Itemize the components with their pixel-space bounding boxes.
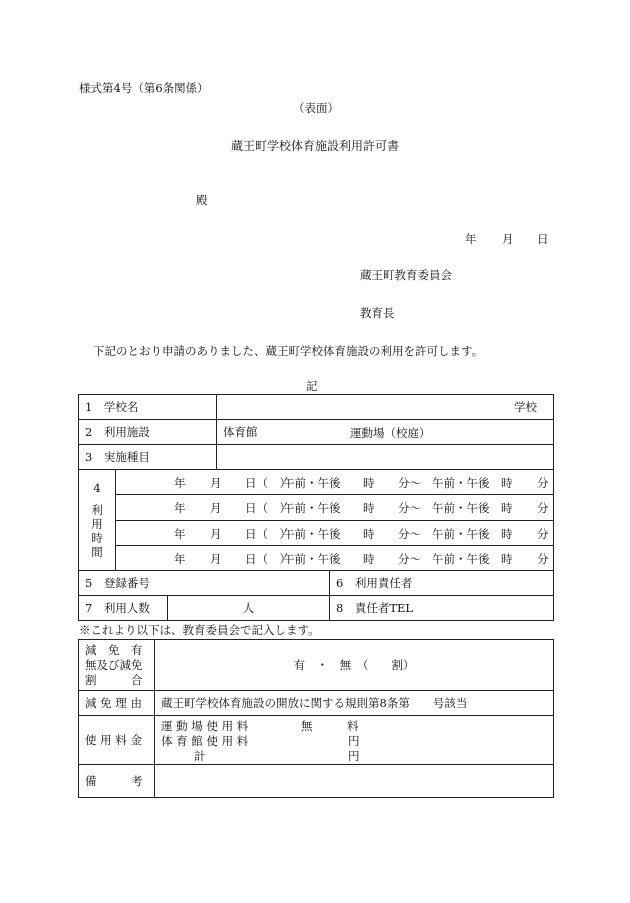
row-school: [79, 395, 554, 420]
row-reason: [79, 691, 554, 716]
time-year: 年: [174, 526, 186, 541]
reason-label: 減 免 理 由: [79, 691, 155, 716]
time-label-char: 間: [91, 545, 103, 559]
time-day: 日（ ）: [245, 526, 291, 541]
issuer-title: 教育長: [360, 306, 395, 320]
time-hour-end: 時: [501, 526, 513, 541]
time-day: 日（ ）: [245, 476, 291, 490]
facility-options: [217, 420, 554, 445]
time-ampm-end: 午前・午後: [432, 476, 490, 490]
time-year: 年: [174, 501, 186, 516]
time-hour-end: 時: [501, 551, 513, 566]
remarks-value: [155, 765, 554, 798]
registration-label: 5 登録番号: [79, 571, 330, 596]
facility-gym: 体育館: [223, 425, 258, 439]
time-ampm-start: 午前・午後: [283, 551, 341, 566]
time-hour-start: 時: [363, 501, 375, 516]
time-min-end: 分: [537, 501, 549, 516]
time-slot: [116, 470, 554, 495]
time-hour-start: 時: [363, 476, 375, 490]
reason-value: 蔵王町学校体育施設の開放に関する規則第8条第 号該当: [155, 691, 554, 716]
time-label-number: 4: [93, 481, 101, 495]
time-min-start: 分〜: [398, 501, 421, 516]
time-min-end: 分: [537, 551, 549, 566]
exemption-label: [79, 640, 155, 691]
facility-ground: 運動場（校庭）: [350, 426, 431, 440]
time-min-end: 分: [537, 526, 549, 541]
fee-gym-value: 円: [348, 734, 360, 748]
remarks-label: 備 考: [79, 765, 155, 798]
time-slot: [116, 495, 554, 520]
time-min-start: 分〜: [398, 526, 421, 541]
facility-label: 2 利用施設: [79, 420, 217, 445]
fee-total-value: 円: [348, 749, 360, 763]
time-month: 月: [210, 551, 222, 566]
fee-ground-name: 運 動 場 使 用 料: [161, 719, 249, 733]
fee-gym-name: 体 育 館 使 用 料: [161, 734, 249, 748]
time-label-char: 利: [91, 503, 103, 517]
time-ampm-start: 午前・午後: [283, 501, 341, 516]
responsible-label: 6 利用責任者: [330, 571, 554, 596]
time-label-char: 用: [91, 517, 103, 531]
row-time-4: [79, 545, 554, 570]
office-use-note: ※これより以下は、教育委員会で記入します。: [79, 623, 320, 637]
time-slot: [116, 545, 554, 570]
fee-breakdown: [155, 716, 554, 765]
ki-label: 記: [306, 379, 318, 393]
row-time-1: [79, 470, 554, 495]
event-label: 3 実施種目: [79, 445, 217, 470]
row-registration: [79, 571, 554, 596]
event-value: [217, 445, 554, 470]
time-hour-start: 時: [363, 526, 375, 541]
exemption-label-line: 無及び減免: [85, 657, 143, 672]
office-use-table: [78, 639, 554, 798]
date-day: 日: [537, 232, 549, 246]
fee-ground-value: 無 料: [301, 719, 359, 733]
time-min-start: 分〜: [398, 476, 421, 490]
date-month: 月: [502, 232, 514, 246]
row-time-2: [79, 495, 554, 520]
permission-statement: 下記のとおり申請のありました、蔵王町学校体育施設の利用を許可します。: [93, 344, 484, 358]
time-min-start: 分〜: [398, 551, 421, 566]
fee-label: 使 用 料 金: [79, 716, 155, 765]
exemption-label-line: 減 免 有: [85, 642, 143, 657]
time-ampm-end: 午前・午後: [432, 526, 490, 541]
row-exemption: [79, 640, 554, 691]
time-label: [79, 470, 116, 571]
fee-total-name: 計: [194, 749, 206, 763]
users-label: 7 利用人数: [79, 596, 168, 621]
row-event: [79, 445, 554, 470]
time-ampm-end: 午前・午後: [432, 501, 490, 516]
time-min-end: 分: [537, 476, 549, 490]
time-day: 日（ ）: [245, 551, 291, 566]
time-month: 月: [210, 526, 222, 541]
time-month: 月: [210, 476, 222, 490]
time-month: 月: [210, 501, 222, 516]
row-users: [79, 596, 554, 621]
school-label: 1 学校名: [79, 395, 217, 420]
form-number: 様式第4号（第6条関係）: [79, 81, 209, 95]
date-year: 年: [465, 232, 477, 246]
time-ampm-end: 午前・午後: [432, 551, 490, 566]
time-day: 日（ ）: [245, 501, 291, 516]
row-time-3: [79, 520, 554, 545]
document-title: 蔵王町学校体育施設利用許可書: [231, 139, 400, 153]
users-unit: 人: [168, 596, 330, 621]
time-ampm-start: 午前・午後: [283, 476, 341, 490]
row-remarks: [79, 765, 554, 798]
time-label-char: 時: [91, 531, 103, 545]
time-year: 年: [174, 551, 186, 566]
time-hour-end: 時: [501, 476, 513, 490]
side-label: （表面）: [293, 101, 339, 115]
time-hour-end: 時: [501, 501, 513, 516]
application-table: [78, 394, 554, 621]
addressee-suffix: 殿: [196, 193, 208, 207]
exemption-label-line: 割 合: [85, 672, 143, 687]
tel-label: 8 責任者TEL: [330, 596, 554, 621]
time-year: 年: [174, 476, 186, 490]
exemption-value: 有 ・ 無 （ 割）: [155, 640, 554, 691]
school-suffix: 学校: [217, 395, 554, 420]
row-fee: [79, 716, 554, 765]
row-facility: [79, 420, 554, 445]
time-ampm-start: 午前・午後: [283, 526, 341, 541]
issuer-name: 蔵王町教育委員会: [360, 268, 452, 282]
time-slot: [116, 520, 554, 545]
time-hour-start: 時: [363, 551, 375, 566]
